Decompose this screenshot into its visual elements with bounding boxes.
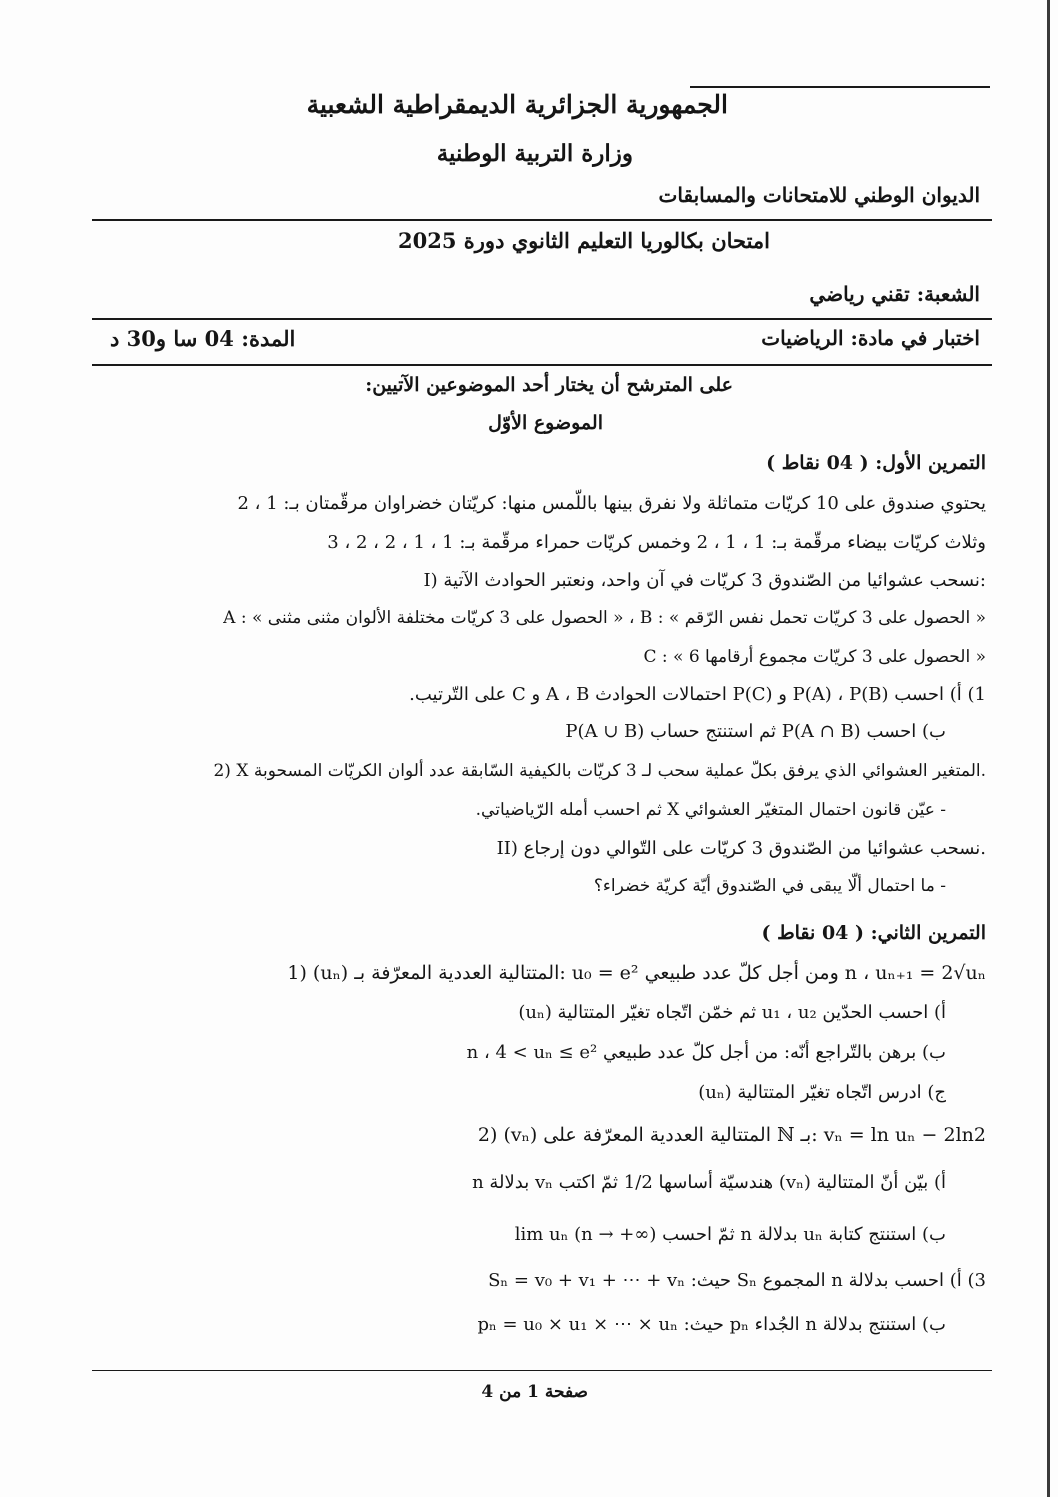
header-rule-2 <box>92 318 992 320</box>
event-a-b: A : « الحصول على 3 كريّات مختلفة الألوان مثنى مثنى » ، B : « الحصول على 3 كريّات تحمل نفس الرّقم » <box>223 608 986 628</box>
exercise2-q2: 2) (vₙ) المتتالية العددية المعرّفة على ℕ بـ: vₙ = ln uₙ − 2ln2 <box>477 1124 986 1146</box>
branch-label: الشعبة: تقني رياضي <box>809 282 980 306</box>
exercise1-line2: وثلاث كريّات بيضاء مرقّمة بـ: 1 ، 1 ، 2 وخمس كريّات حمراء مرقّمة بـ: 1 ، 1 ، 2 ، 2 ، 3 <box>327 532 986 553</box>
exercise1-part2-question: - ما احتمال ألّا يبقى في الصّندوق أيّة كريّة خضراء؟ <box>593 876 946 896</box>
exercise2-q1c: ج) ادرس اتّجاه تغيّر المتتالية (uₙ) <box>698 1082 946 1103</box>
right-edge-line <box>1047 0 1050 1497</box>
topic-title: الموضوع الأوّل <box>488 412 603 434</box>
exercise1-part2: II) نسحب عشوائيا من الصّندوق 3 كريّات على التّوالي دون إرجاع. <box>496 838 986 859</box>
exercise1-q1a: 1) أ) احسب P(A) ، P(B) و P(C) احتمالات الحوادث A ، B و C على التّرتيب. <box>409 684 986 705</box>
exercise2-q1: 1) (uₙ) المتتالية العددية المعرّفة بـ: u₀ = e² ومن أجل كلّ عدد طبيعي n ، uₙ₊₁ = 2√uₙ <box>287 962 986 984</box>
event-c: C : « الحصول على 3 كريّات مجموع أرقامها 6 » <box>643 647 986 667</box>
exercise1-title: التمرين الأول: ( 04 نقاط ) <box>766 452 986 474</box>
page-number: صفحة 1 من 4 <box>481 1382 588 1402</box>
exercise1-part1: I) نسحب عشوائيا من الصّندوق 3 كريّات في آن واحد، ونعتبر الحوادث الآتية: <box>423 570 986 591</box>
office-title: الديوان الوطني للامتحانات والمسابقات <box>658 183 980 207</box>
duration-label: المدة: 04 سا و30 د <box>110 326 296 351</box>
instruction-text: على المترشح أن يختار أحد الموضوعين الآتيين: <box>365 374 733 396</box>
header-rule-1 <box>92 219 992 221</box>
exercise2-q3b: ب) استنتج بدلالة n الجُداء pₙ حيث: pₙ = u₀ × u₁ × ⋯ × uₙ <box>477 1314 946 1335</box>
exercise2-title: التمرين الثاني: ( 04 نقاط ) <box>761 922 986 944</box>
republic-title: الجمهورية الجزائرية الديمقراطية الشعبية <box>306 90 728 119</box>
exercise1-q2: 2) X المتغير العشوائي الذي يرفق بكلّ عملية سحب لـ 3 كريّات بالكيفية السّابقة عدد ألوان الكريّات المسحوبة. <box>213 761 986 781</box>
header-rule-3 <box>92 364 992 366</box>
exercise1-q1b: ب) احسب P(A ∩ B) ثم استنتج حساب P(A ∪ B) <box>565 721 946 742</box>
exercise2-q1a: أ) احسب الحدّين u₁ ، u₂ ثم خمّن اتّجاه تغيّر المتتالية (uₙ) <box>518 1002 946 1023</box>
subject-label: اختبار في مادة: الرياضيات <box>761 326 980 350</box>
ministry-title: وزارة التربية الوطنية <box>436 140 633 167</box>
exercise2-q1b: ب) برهن بالتّراجع أنّه: من أجل كلّ عدد طبيعي n ، 4 < uₙ ≤ e² <box>466 1042 946 1063</box>
exercise2-q2b: ب) استنتج كتابة uₙ بدلالة n ثمّ احسب lim uₙ (n → +∞) <box>514 1224 946 1245</box>
exercise2-q2a: أ) بيّن أنّ المتتالية (vₙ) هندسيّة أساسها 1/2 ثمّ اكتب vₙ بدلالة n <box>472 1172 946 1193</box>
exercise1-line1: يحتوي صندوق على 10 كريّات متماثلة ولا نفرق بينها باللّمس منها: كريّتان خضراوان مرقّمتان بـ: 1 ، 2 <box>237 493 986 514</box>
exercise1-q2a: - عيّن قانون احتمال المتغيّر العشوائي X ثم احسب أمله الرّياضياتي. <box>475 800 946 820</box>
top-rule <box>690 86 990 88</box>
exercise2-q3a: 3) أ) احسب بدلالة n المجموع Sₙ حيث: Sₙ = v₀ + v₁ + ⋯ + vₙ <box>488 1270 986 1291</box>
exam-title: امتحان بكالوريا التعليم الثانوي دورة 2025 <box>398 228 770 253</box>
footer-rule <box>92 1370 992 1371</box>
